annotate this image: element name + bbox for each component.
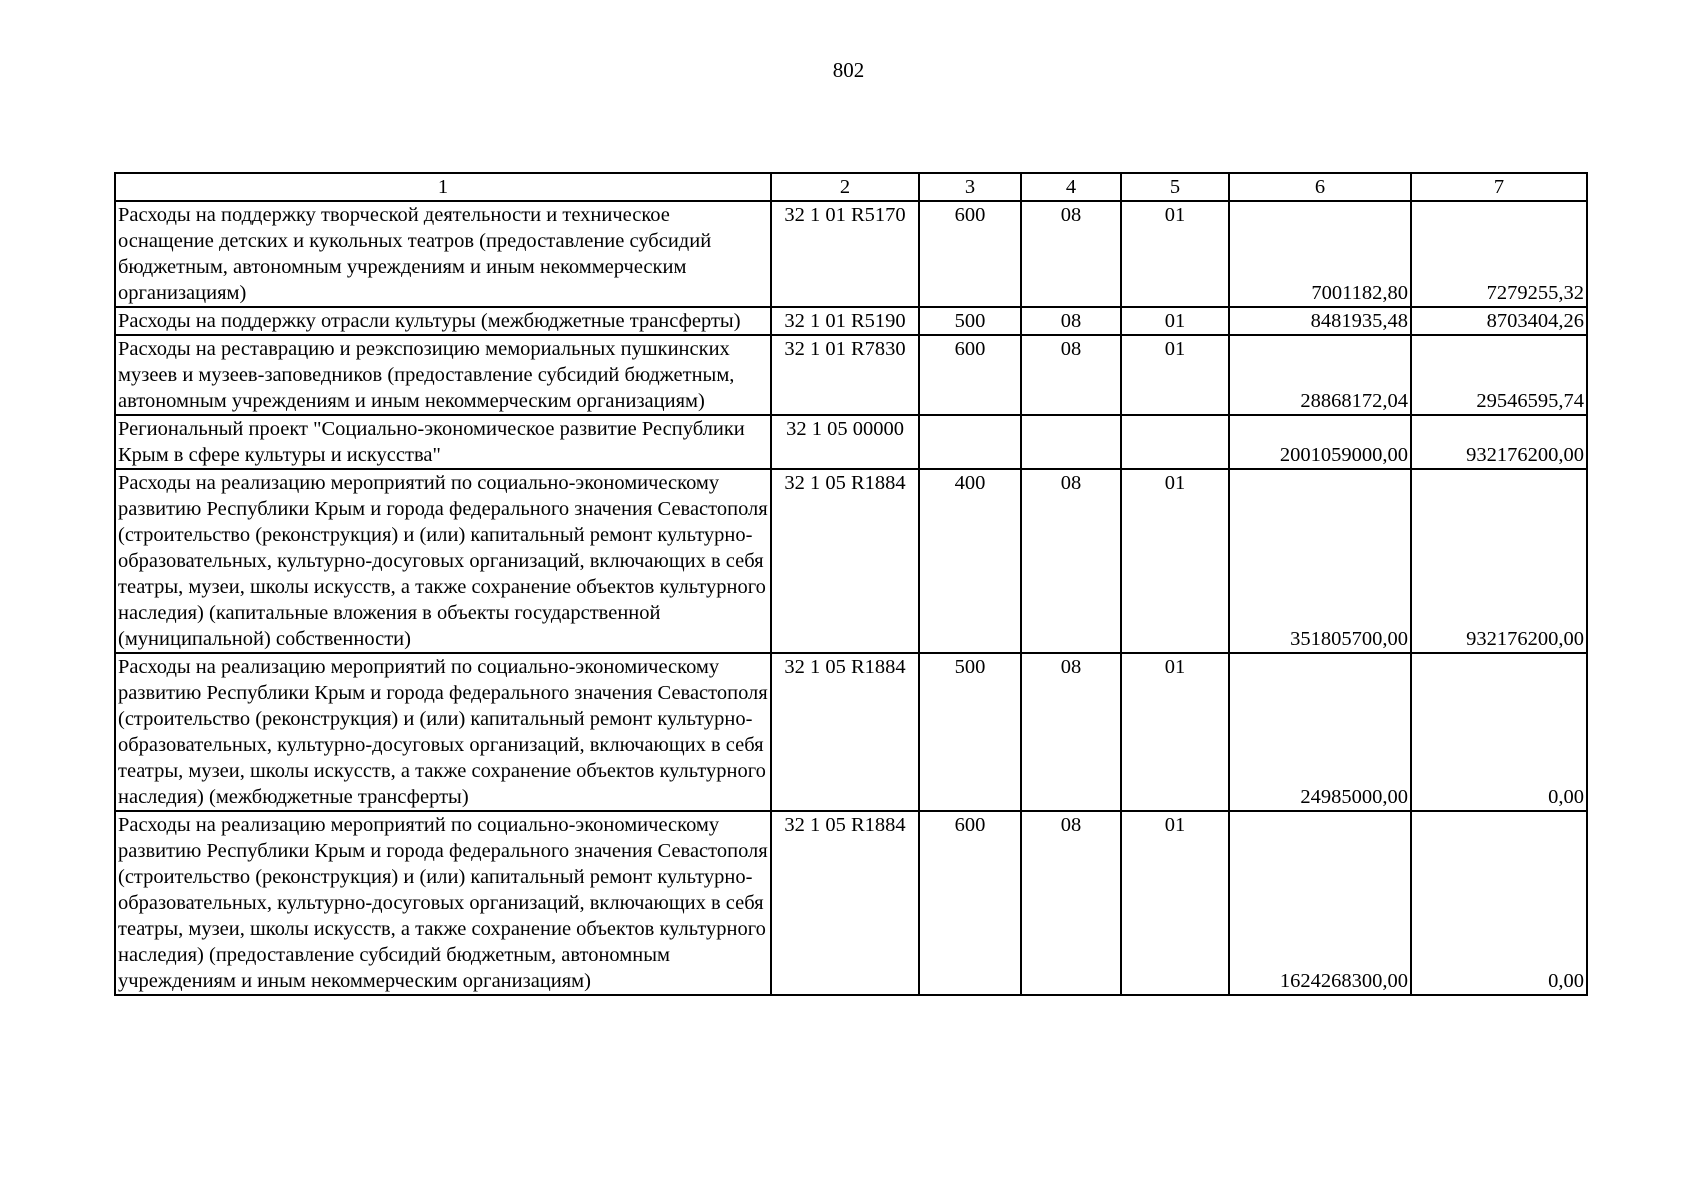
table-row xyxy=(115,469,1587,653)
target-article-code: 32 1 01 R5190 xyxy=(771,307,919,335)
expense-name: Расходы на поддержку отрасли культуры (межбюджетные трансферты) xyxy=(115,307,771,335)
header-row xyxy=(115,173,1587,201)
expense-type-code: 600 xyxy=(919,201,1021,307)
section-code: 08 xyxy=(1021,201,1121,307)
table-row xyxy=(115,811,1587,995)
table-row xyxy=(115,335,1587,415)
expense-name: Расходы на реализацию мероприятий по социально-экономическому развитию Республики Крым и города федерального значения Севастополя (строительство (реконструкция) и (или) капитальный ремонт культурно-образовательных, культурно-досуговых организаций, включающих в себя театры, музеи, школы искусств, а также сохранение объектов культурного наследия) (предоставление субсидий бюджетным, автономным учреждениям и иным некоммерческим организациям) xyxy=(115,811,771,995)
expense-type-code: 600 xyxy=(919,335,1021,415)
subsection-code xyxy=(1121,415,1229,469)
col-header-7: 7 xyxy=(1411,173,1587,201)
expense-type-code: 600 xyxy=(919,811,1021,995)
subsection-code: 01 xyxy=(1121,811,1229,995)
target-article-code: 32 1 05 R1884 xyxy=(771,653,919,811)
section-code: 08 xyxy=(1021,653,1121,811)
amount-col-7: 0,00 xyxy=(1411,653,1587,811)
amount-col-6: 24985000,00 xyxy=(1229,653,1411,811)
subsection-code: 01 xyxy=(1121,469,1229,653)
expense-name: Расходы на реализацию мероприятий по социально-экономическому развитию Республики Крым и города федерального значения Севастополя (строительство (реконструкция) и (или) капитальный ремонт культурно-образовательных, культурно-досуговых организаций, включающих в себя театры, музеи, школы искусств, а также сохранение объектов культурного наследия) (межбюджетные трансферты) xyxy=(115,653,771,811)
amount-col-6: 2001059000,00 xyxy=(1229,415,1411,469)
col-header-6: 6 xyxy=(1229,173,1411,201)
target-article-code: 32 1 01 R5170 xyxy=(771,201,919,307)
expense-name: Расходы на реставрацию и реэкспозицию мемориальных пушкинских музеев и музеев-заповедников (предоставление субсидий бюджетным, автономным учреждениям и иным некоммерческим организациям) xyxy=(115,335,771,415)
budget-table xyxy=(114,172,1588,996)
table-row xyxy=(115,415,1587,469)
subsection-code: 01 xyxy=(1121,307,1229,335)
amount-col-7: 29546595,74 xyxy=(1411,335,1587,415)
table-row xyxy=(115,307,1587,335)
expense-name: Расходы на поддержку творческой деятельности и техническое оснащение детских и кукольных театров (предоставление субсидий бюджетным, автономным учреждениям и иным некоммерческим организациям) xyxy=(115,201,771,307)
amount-col-7: 7279255,32 xyxy=(1411,201,1587,307)
subsection-code: 01 xyxy=(1121,653,1229,811)
subsection-code: 01 xyxy=(1121,335,1229,415)
table-row xyxy=(115,201,1587,307)
table-row xyxy=(115,653,1587,811)
col-header-4: 4 xyxy=(1021,173,1121,201)
expense-type-code xyxy=(919,415,1021,469)
target-article-code: 32 1 05 R1884 xyxy=(771,469,919,653)
subsection-code: 01 xyxy=(1121,201,1229,307)
target-article-code: 32 1 05 00000 xyxy=(771,415,919,469)
amount-col-7: 0,00 xyxy=(1411,811,1587,995)
amount-col-6: 1624268300,00 xyxy=(1229,811,1411,995)
expense-name: Расходы на реализацию мероприятий по социально-экономическому развитию Республики Крым и города федерального значения Севастополя (строительство (реконструкция) и (или) капитальный ремонт культурно-образовательных, культурно-досуговых организаций, включающих в себя театры, музеи, школы искусств, а также сохранение объектов культурного наследия) (капитальные вложения в объекты государственной (муниципальной) собственности) xyxy=(115,469,771,653)
section-code: 08 xyxy=(1021,811,1121,995)
expense-type-code: 400 xyxy=(919,469,1021,653)
col-header-2: 2 xyxy=(771,173,919,201)
amount-col-6: 28868172,04 xyxy=(1229,335,1411,415)
expense-type-code: 500 xyxy=(919,653,1021,811)
amount-col-7: 932176200,00 xyxy=(1411,415,1587,469)
expense-name: Региональный проект "Социально-экономическое развитие Республики Крым в сфере культуры и искусства" xyxy=(115,415,771,469)
amount-col-7: 932176200,00 xyxy=(1411,469,1587,653)
amount-col-6: 351805700,00 xyxy=(1229,469,1411,653)
amount-col-6: 7001182,80 xyxy=(1229,201,1411,307)
col-header-5: 5 xyxy=(1121,173,1229,201)
section-code: 08 xyxy=(1021,469,1121,653)
col-header-1: 1 xyxy=(115,173,771,201)
expense-type-code: 500 xyxy=(919,307,1021,335)
col-header-3: 3 xyxy=(919,173,1021,201)
section-code xyxy=(1021,415,1121,469)
section-code: 08 xyxy=(1021,307,1121,335)
target-article-code: 32 1 01 R7830 xyxy=(771,335,919,415)
target-article-code: 32 1 05 R1884 xyxy=(771,811,919,995)
section-code: 08 xyxy=(1021,335,1121,415)
amount-col-6: 8481935,48 xyxy=(1229,307,1411,335)
amount-col-7: 8703404,26 xyxy=(1411,307,1587,335)
page-number: 802 xyxy=(832,58,865,82)
